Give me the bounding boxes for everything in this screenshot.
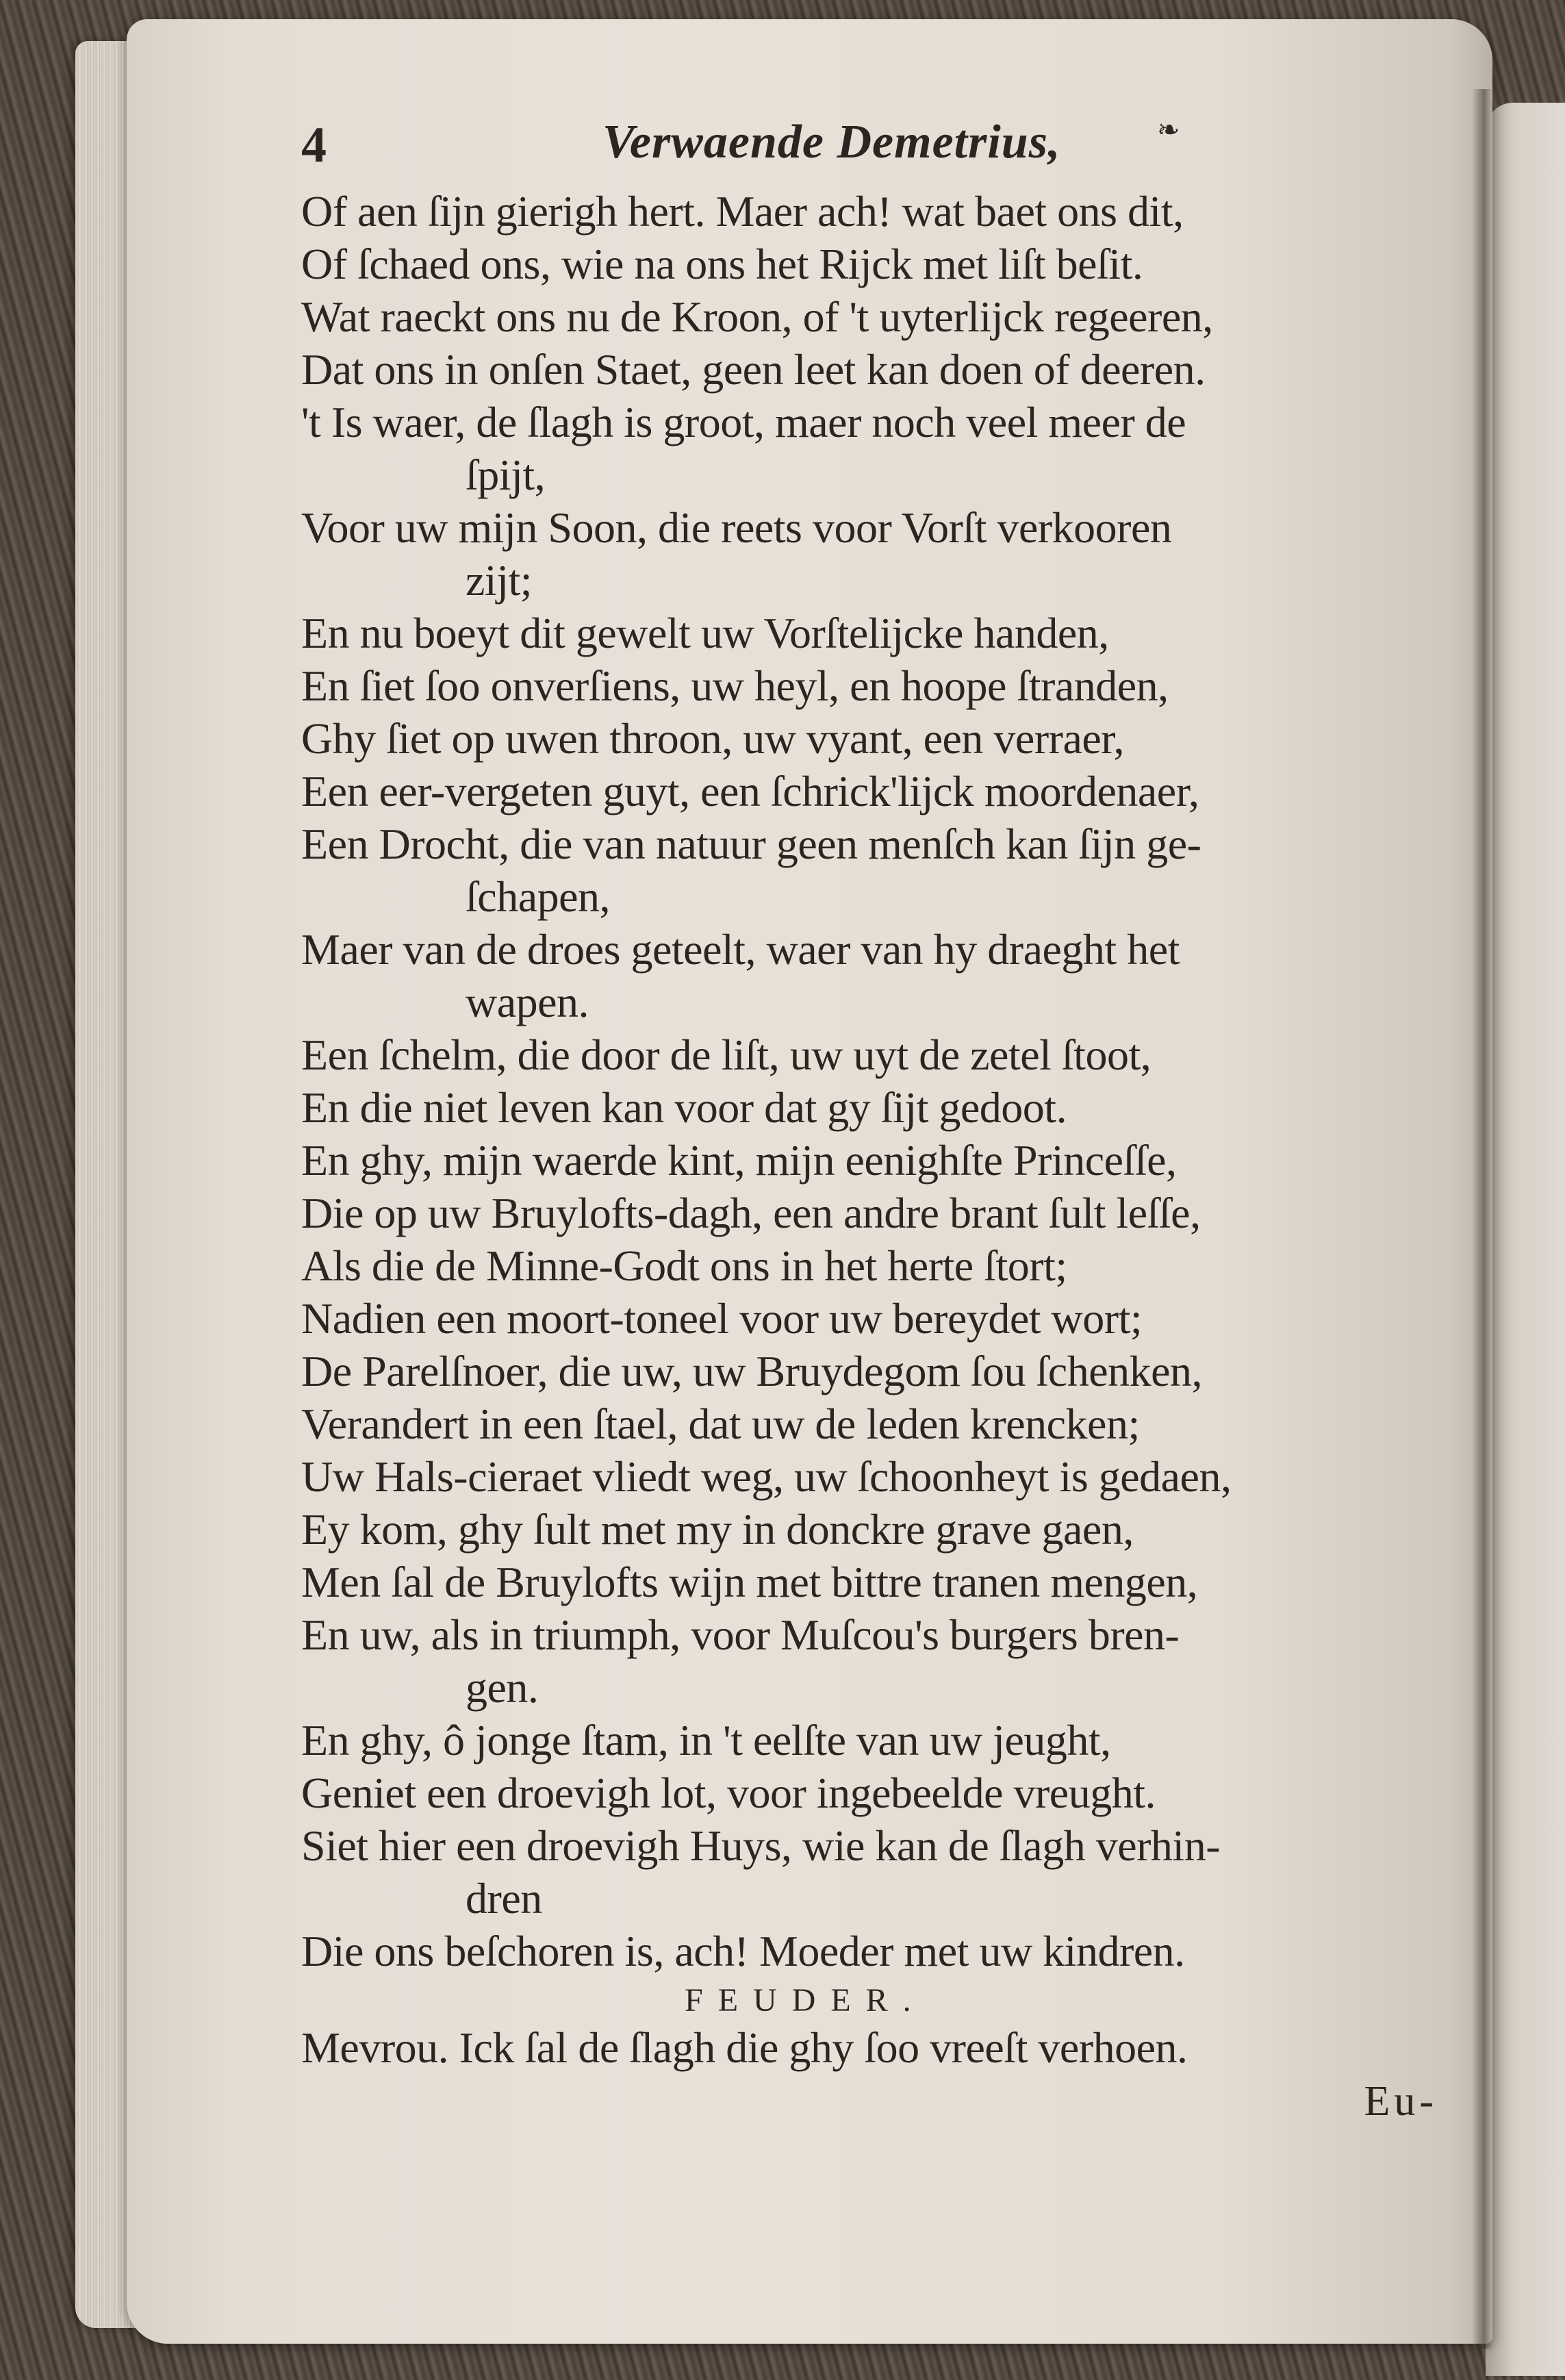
verse-line: En die niet leven kan voor dat gy ſijt gedoot. xyxy=(301,1083,1067,1132)
verse-line: Wat raeckt ons nu de Kroon, of 't uyterlijck regeeren, xyxy=(301,292,1213,341)
verse-body xyxy=(301,185,1451,1977)
verse-line: Die op uw Bruylofts-dagh, een andre brant ſult leſſe, xyxy=(301,1189,1201,1237)
verse-line: De Parelſnoer, die uw, uw Bruydegom ſou ſchenken, xyxy=(301,1347,1202,1395)
verse-line: Een eer-vergeten guyt, een ſchrick'lijck moordenaer, xyxy=(301,767,1199,815)
verse-line-continuation: zijt; xyxy=(466,556,533,605)
verse-line: En ghy, mijn waerde kint, mijn eenighſte Princeſſe, xyxy=(301,1136,1177,1185)
verse-line: Maer van de droes geteelt, waer van hy draeght het xyxy=(301,925,1180,974)
running-head xyxy=(301,103,1451,185)
verse-line-continuation: ſpijt, xyxy=(466,451,546,499)
verse-line: Een ſchelm, die door de liſt, uw uyt de zetel ſtoot, xyxy=(301,1030,1152,1079)
running-title: Verwaende Demetrius, xyxy=(602,116,1061,168)
verse-line: En nu boeyt dit gewelt uw Vorſtelijcke handen, xyxy=(301,609,1109,657)
verse-line: Of ſchaed ons, wie na ons het Rijck met liſt beſit. xyxy=(301,240,1143,288)
book-gutter xyxy=(1472,89,1492,2349)
verse-line: En ſiet ſoo onverſiens, uw heyl, en hoope ſtranden, xyxy=(301,661,1169,710)
printer-mark-icon: ❧ xyxy=(1157,114,1180,145)
verse-line: Die ons beſchoren is, ach! Moeder met uw kindren. xyxy=(301,1927,1185,1975)
page-number: 4 xyxy=(301,117,327,173)
speaker-name: FEUDER. xyxy=(685,1982,926,2018)
verse-line: Als die de Minne-Godt ons in het herte ſtort; xyxy=(301,1241,1067,1290)
verse-line: Ey kom, ghy ſult met my in donckre grave gaen, xyxy=(301,1505,1134,1554)
verse-line: Dat ons in onſen Staet, geen leet kan doen of deeren. xyxy=(301,345,1206,394)
verse-line: Geniet een droevigh lot, voor ingebeelde vreught. xyxy=(301,1769,1156,1817)
verse-line: Voor uw mijn Soon, die reets voor Vorſt verkooren xyxy=(301,503,1172,552)
facing-page xyxy=(1486,103,1565,2376)
catchword: Eu- xyxy=(1364,2078,1438,2125)
verse-line-continuation: wapen. xyxy=(466,978,589,1026)
verse-line: Nadien een moort-toneel voor uw bereydet wort; xyxy=(301,1294,1143,1343)
speech-line: Mevrou. Ick ſal de ſlagh die ghy ſoo vreeſt verhoen. xyxy=(301,2023,1188,2072)
verse-line: 't Is waer, de ſlagh is groot, maer noch veel meer de xyxy=(301,398,1186,446)
verse-line: Siet hier een droevigh Huys, wie kan de ſlagh verhin- xyxy=(301,1821,1220,1870)
verse-line: Of aen ſijn gierigh hert. Maer ach! wat baet ons dit, xyxy=(301,187,1184,236)
verse-line: Ghy ſiet op uwen throon, uw vyant, een verraer, xyxy=(301,714,1124,763)
verse-line-continuation: gen. xyxy=(466,1663,539,1712)
verse-line-continuation: ſchapen, xyxy=(466,872,610,921)
verse-line: Verandert in een ſtael, dat uw de leden krencken; xyxy=(301,1400,1140,1448)
verse-line: En ghy, ô jonge ſtam, in 't eelſte van uw jeught, xyxy=(301,1716,1111,1764)
verse-line: Men ſal de Bruylofts wijn met bittre tranen mengen, xyxy=(301,1558,1198,1606)
page-text-block xyxy=(301,103,1451,2129)
verse-line: Een Drocht, die van natuur geen menſch kan ſijn ge- xyxy=(301,820,1201,868)
verse-line-continuation: dren xyxy=(466,1874,542,1923)
verse-line: En uw, als in triumph, voor Muſcou's burgers bren- xyxy=(301,1610,1180,1659)
verse-line: Uw Hals-cieraet vliedt weg, uw ſchoonheyt is gedaen, xyxy=(301,1452,1232,1501)
